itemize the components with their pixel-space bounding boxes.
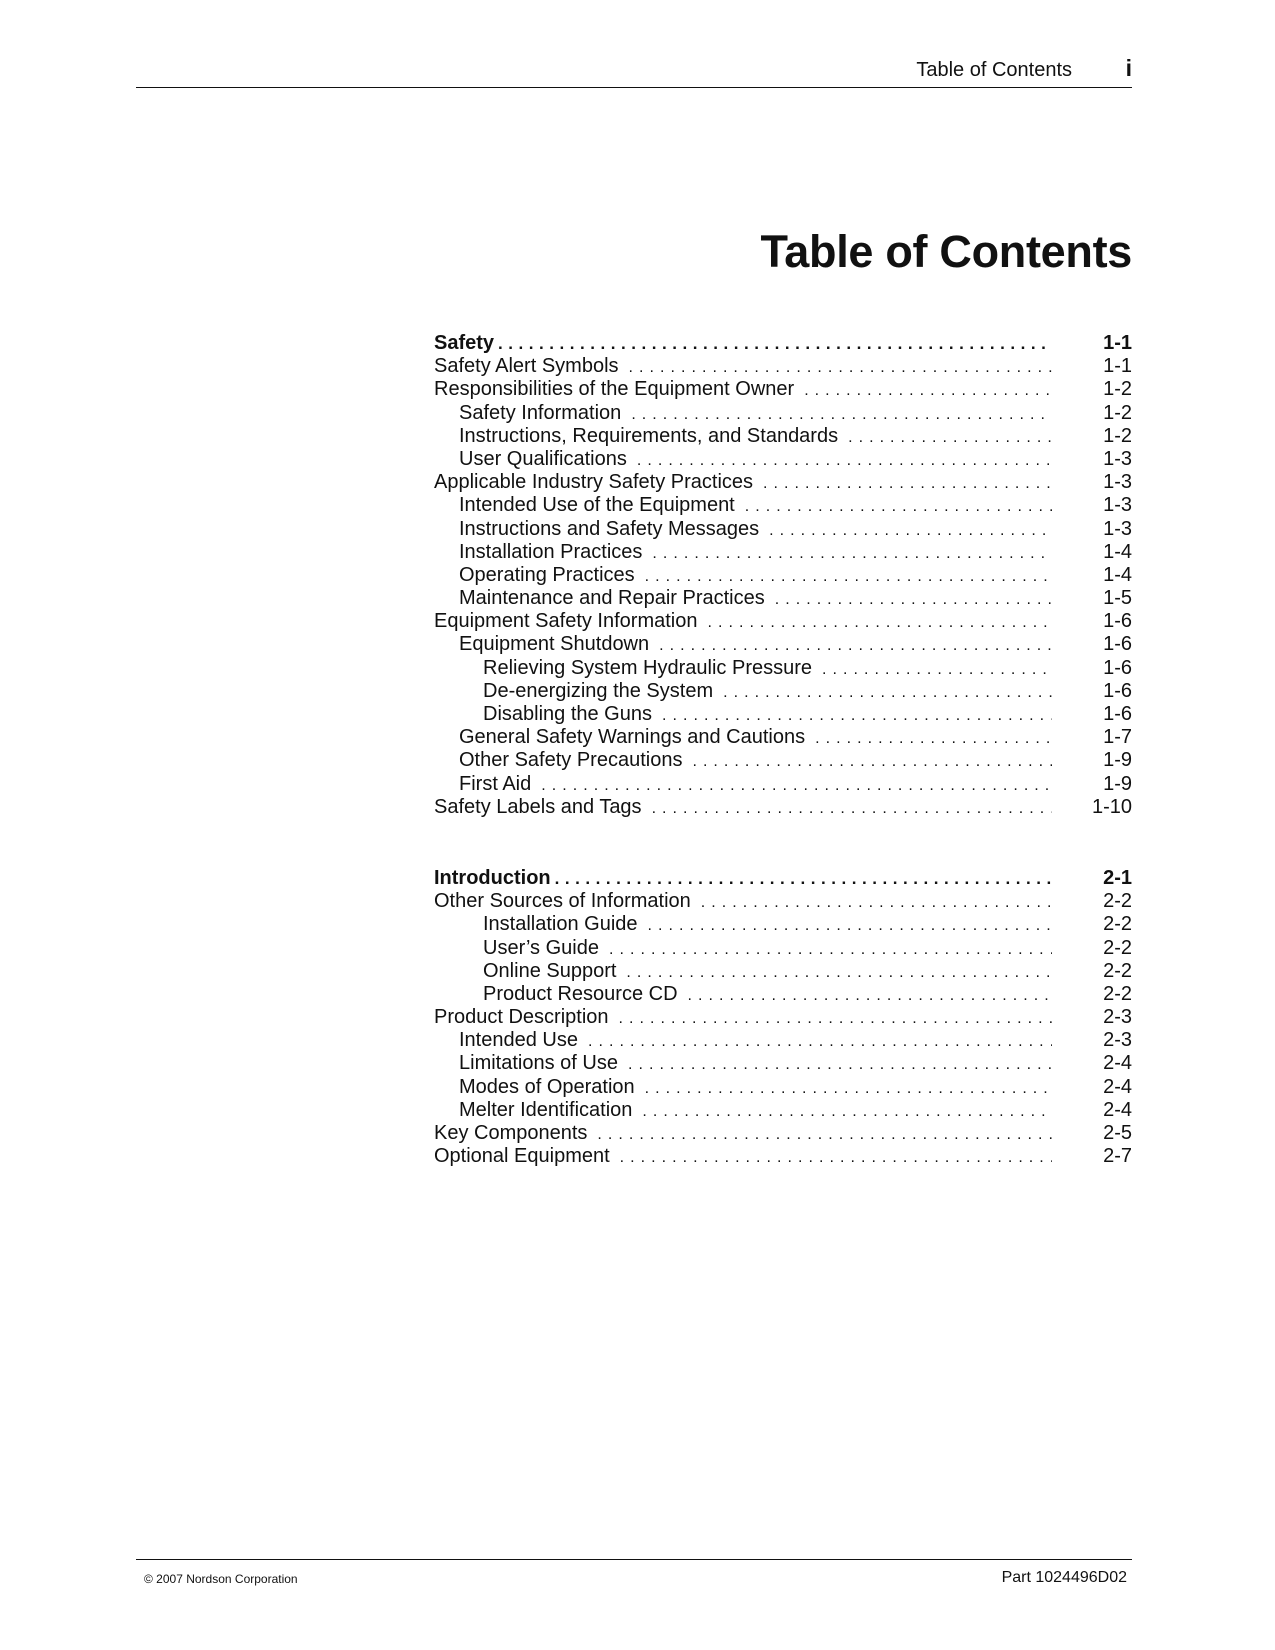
toc-entry-title-leader (434, 1122, 1052, 1145)
toc-entry-title: Installation Practices (459, 540, 643, 563)
toc-entry-page: 1-5 (1103, 587, 1132, 610)
toc-entry-title: Relieving System Hydraulic Pressure (483, 656, 813, 679)
toc-entry[interactable] (434, 867, 1132, 890)
toc-entry-title: Instructions, Requirements, and Standards (459, 424, 839, 447)
toc-entry-title-leader (434, 425, 1052, 448)
page-header (136, 52, 1132, 88)
toc-entry[interactable] (434, 913, 1132, 936)
toc-entry-title: Optional Equipment (434, 1145, 610, 1168)
toc-entry[interactable] (434, 960, 1132, 983)
toc-entry-page: 1-2 (1103, 401, 1132, 424)
toc-entry-page: 1-7 (1103, 726, 1132, 749)
toc-entry-title: Key Components (434, 1122, 588, 1144)
header-title: Table of Contents (916, 59, 1072, 81)
toc-entry[interactable] (434, 703, 1132, 726)
toc-entry-title-leader (434, 448, 1052, 471)
toc-entry[interactable] (434, 633, 1132, 656)
toc-entry-page: 2-7 (1103, 1145, 1132, 1168)
toc-entry-page: 2-4 (1103, 1075, 1132, 1098)
toc-entry-title-leader (434, 1076, 1052, 1099)
toc-entry-title-leader (434, 518, 1052, 541)
toc-entry-title: Equipment Shutdown (459, 633, 650, 656)
toc-entry-title-leader (434, 937, 1052, 960)
toc-entry-title-leader (434, 378, 1052, 401)
toc-entry[interactable] (434, 726, 1132, 749)
toc-entry-page: 1-10 (1091, 795, 1132, 818)
toc-entry-page: 2-4 (1103, 1052, 1132, 1075)
toc-entry-page: 2-2 (1103, 890, 1132, 913)
toc-entry-title: Limitations of Use (459, 1052, 618, 1075)
footer-copyright: © 2007 Nordson Corporation (144, 1572, 298, 1586)
toc-entry-page: 2-2 (1103, 936, 1132, 959)
toc-entry-title-leader (434, 610, 1052, 633)
toc-entry-title: Introduction (434, 866, 551, 889)
toc-entry-page: 2-2 (1103, 959, 1132, 982)
toc-entry-title: Instructions and Safety Messages (459, 517, 760, 540)
toc-entry[interactable] (434, 983, 1132, 1006)
table-of-contents (434, 332, 1132, 1216)
toc-entry-title: User Qualifications (459, 447, 627, 470)
toc-entry-title-leader (434, 1052, 1052, 1075)
toc-entry-title: Safety (434, 332, 495, 354)
toc-entry-title: Intended Use (459, 1029, 578, 1052)
header-page-number: i (1125, 55, 1132, 81)
toc-entry-page: 1-3 (1103, 447, 1132, 470)
toc-entry-title: Maintenance and Repair Practices (459, 587, 765, 610)
toc-entry[interactable] (434, 1145, 1132, 1168)
toc-entry-page: 1-3 (1103, 494, 1132, 517)
toc-entry-title: De-energizing the System (483, 679, 714, 702)
toc-entry[interactable] (434, 1006, 1132, 1029)
toc-entry-title: Other Sources of Information (434, 890, 691, 913)
toc-entry[interactable] (434, 1099, 1132, 1122)
toc-entry-title: Modes of Operation (459, 1075, 635, 1098)
toc-entry-title-leader (434, 867, 1052, 890)
toc-entry-title: Product Resource CD (483, 982, 678, 1005)
toc-entry[interactable] (434, 1122, 1132, 1145)
toc-entry[interactable] (434, 1076, 1132, 1099)
toc-entry-title-leader (434, 983, 1052, 1006)
toc-entry-title-leader (434, 332, 1052, 355)
toc-entry-title: Responsibilities of the Equipment Owner (434, 378, 795, 401)
toc-entry-title: User’s Guide (483, 936, 599, 959)
toc-entry-title: Disabling the Guns (483, 703, 652, 725)
toc-entry[interactable] (434, 749, 1132, 772)
toc-entry[interactable] (434, 332, 1132, 355)
toc-entry-page: 1-9 (1103, 749, 1132, 772)
toc-entry-page: 2-2 (1103, 913, 1132, 936)
toc-entry-title-leader (434, 1029, 1052, 1052)
toc-entry-title: Safety Information (459, 401, 622, 424)
toc-entry-title: Other Safety Precautions (459, 749, 683, 772)
toc-entry-page: 1-6 (1103, 610, 1132, 633)
toc-entry-title: Safety Alert Symbols (434, 355, 619, 378)
toc-entry[interactable] (434, 471, 1132, 494)
toc-entry-title-leader (434, 564, 1052, 587)
toc-entry[interactable] (434, 402, 1132, 425)
toc-entry-title: Installation Guide (483, 913, 638, 936)
toc-entry-page: 1-9 (1103, 772, 1132, 795)
toc-entry-page: 2-5 (1103, 1122, 1132, 1144)
toc-entry-title: Intended Use of the Equipment (459, 494, 735, 517)
toc-entry-page: 1-6 (1103, 679, 1132, 702)
toc-entry[interactable] (434, 1052, 1132, 1075)
toc-entry[interactable] (434, 518, 1132, 541)
toc-entry-page: 2-2 (1103, 982, 1132, 1005)
toc-entry-title-leader (434, 913, 1052, 936)
toc-entry-page: 1-6 (1103, 703, 1132, 725)
page-title: Table of Contents (760, 226, 1132, 277)
toc-entry-page: 2-3 (1103, 1006, 1132, 1029)
toc-entry-title: Safety Labels and Tags (434, 795, 642, 818)
toc-entry[interactable] (434, 657, 1132, 680)
toc-entry-page: 2-4 (1103, 1098, 1132, 1121)
toc-entry-page: 1-1 (1103, 355, 1132, 378)
toc-entry-title-leader (434, 960, 1052, 983)
page-footer (136, 1559, 1132, 1586)
toc-entry-title-leader (434, 355, 1052, 378)
toc-entry-title-leader (434, 587, 1052, 610)
toc-entry-title-leader (434, 541, 1052, 564)
toc-entry-title-leader (434, 402, 1052, 425)
toc-entry-page: 1-4 (1103, 540, 1132, 563)
toc-entry-title-leader (434, 1006, 1052, 1029)
toc-entry-title-leader (434, 1145, 1052, 1168)
toc-entry-page: 1-6 (1103, 656, 1132, 679)
toc-entry-title-leader (434, 703, 1052, 726)
toc-entry[interactable] (434, 541, 1132, 564)
toc-entry-title-leader (434, 494, 1052, 517)
toc-entry[interactable] (434, 680, 1132, 703)
toc-entry-title-leader (434, 749, 1052, 772)
toc-entry-title: Operating Practices (459, 563, 635, 586)
toc-entry[interactable] (434, 937, 1132, 960)
toc-entry-title-leader (434, 890, 1052, 913)
toc-entry-page: 2-3 (1103, 1029, 1132, 1052)
toc-entry-page: 1-2 (1103, 424, 1132, 447)
toc-entry[interactable] (434, 564, 1132, 587)
toc-entry[interactable] (434, 494, 1132, 517)
toc-entry-title: Applicable Industry Safety Practices (434, 471, 754, 494)
toc-entry-title-leader (434, 633, 1052, 656)
toc-section (434, 867, 1132, 1168)
toc-entry[interactable] (434, 773, 1132, 796)
toc-entry[interactable] (434, 355, 1132, 378)
toc-entry-title: Equipment Safety Information (434, 610, 698, 633)
toc-section (434, 332, 1132, 819)
toc-entry[interactable] (434, 587, 1132, 610)
footer-part-number: Part 1024496D02 (1001, 1569, 1127, 1586)
toc-entry-page: 1-3 (1103, 517, 1132, 540)
toc-entry-title: Online Support (483, 959, 617, 982)
toc-entry-title-leader (434, 796, 1052, 819)
toc-entry-title-leader (434, 471, 1052, 494)
toc-entry[interactable] (434, 378, 1132, 401)
toc-entry-page: 1-6 (1103, 633, 1132, 656)
toc-entry-title-leader (434, 1099, 1052, 1122)
toc-entry-title: Product Description (434, 1006, 609, 1029)
toc-entry-page: 1-4 (1103, 563, 1132, 586)
toc-entry-page: 1-3 (1103, 471, 1132, 494)
toc-entry[interactable] (434, 796, 1132, 819)
toc-entry-title: General Safety Warnings and Cautions (459, 726, 806, 749)
toc-entry-page: 1-1 (1103, 332, 1132, 354)
toc-entry-title: First Aid (459, 772, 532, 795)
toc-entry-title-leader (434, 726, 1052, 749)
toc-entry[interactable] (434, 890, 1132, 913)
toc-entry-page: 2-1 (1103, 866, 1132, 889)
toc-entry[interactable] (434, 1029, 1132, 1052)
toc-entry-title-leader (434, 773, 1052, 796)
toc-entry-title-leader (434, 680, 1052, 703)
toc-entry[interactable] (434, 448, 1132, 471)
toc-entry[interactable] (434, 610, 1132, 633)
toc-entry-page: 1-2 (1103, 378, 1132, 401)
toc-entry-title-leader (434, 657, 1052, 680)
toc-entry[interactable] (434, 425, 1132, 448)
toc-entry-title: Melter Identification (459, 1098, 633, 1121)
